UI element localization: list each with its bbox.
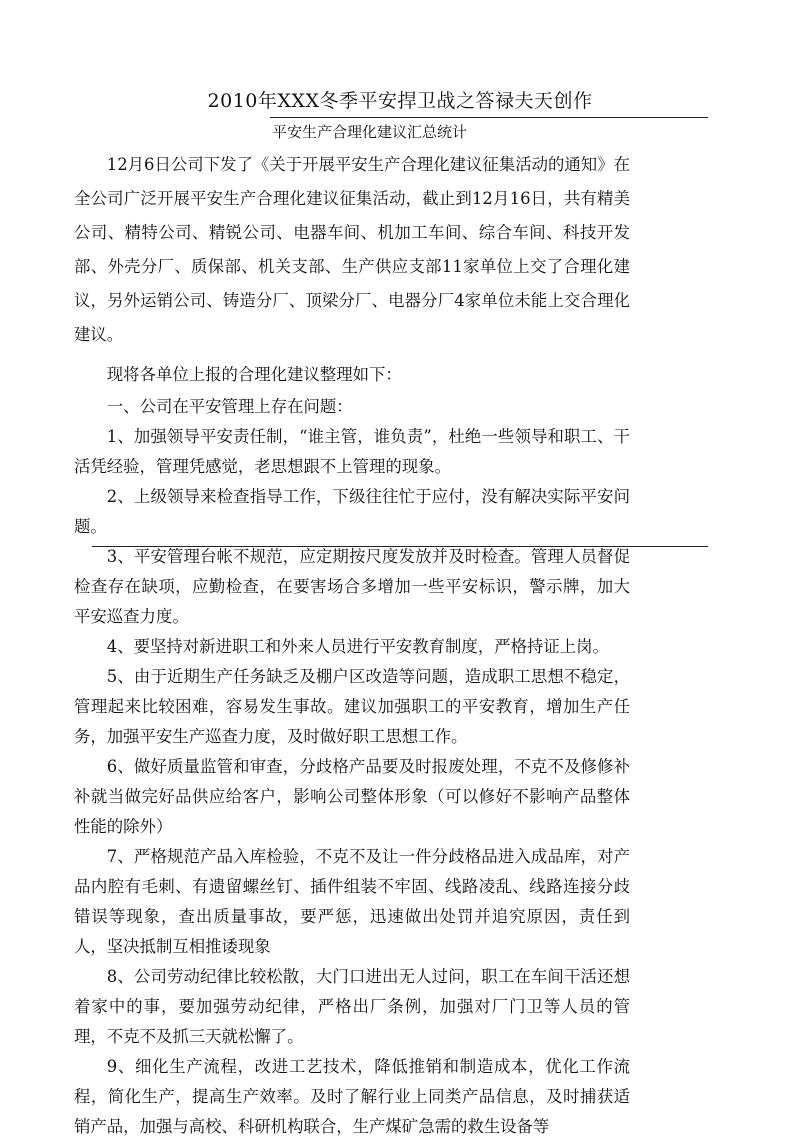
summary-intro-paragraph: 现将各单位上报的合理化建议整理如下： — [106, 365, 402, 384]
document-body — [74, 148, 630, 1142]
suggestion-item: 9、细化生产流程，改进工艺技术，降低推销和制造成本，优化工作流程，简化生产，提高生产效率。及时了解行业上同类产品信息，及时捕获适销产品，加强与高校、科研机构联合，生产煤矿急需的救生设备等 — [74, 1057, 630, 1136]
document-subtitle: 平安生产合理化建议汇总统计 — [272, 123, 468, 141]
suggestion-item: 1、加强领导平安责任制，“谁主管，谁负责”，杜绝一些领导和职工、干活凭经验，管理凭感觉，老思想跟不上管理的现象。 — [74, 427, 630, 476]
suggestion-item: 3、平安管理台帐不规范，应定期按尺度发放并及时检查。管理人员督促检查存在缺项，应勤检查，在要害场合多增加一些平安标识，警示牌，加大平安巡查力度。 — [74, 547, 630, 626]
section-heading: 一、公司在平安管理上存在问题： — [106, 397, 353, 416]
suggestion-item: 8、公司劳动纪律比较松散，大门口进出无人过问，职工在车间干活还想着家中的事，要加强劳动纪律，严格出厂条例，加强对厂门卫等人员的管理，不克不及抓三天就松懈了。 — [74, 967, 630, 1046]
suggestion-item: 5、由于近期生产任务缺乏及棚户区改造等问题，造成职工思想不稳定，管理起来比较困难，容易发生事故。建议加强职工的平安教育，增加生产任务，加强平安生产巡查力度，及时做好职工思想工作。 — [74, 667, 630, 746]
suggestion-item: 7、严格规范产品入库检验，不克不及让一件分歧格品进入成品库，对产品内腔有毛刺、有遗留螺丝钉、插件组装不牢固、线路凌乱、线路连接分歧错误等现象，查出质量事故，要严惩，迅速做出处罚并追究原因，责任到人，坚决抵制互相推诿现象 — [74, 847, 630, 956]
suggestion-item: 6、做好质量监管和审查，分歧格产品要及时报废处理，不克不及修修补补就当做完好品供应给客户，影响公司整体形象（可以修好不影响产品整体性能的除外） — [74, 757, 630, 836]
title-divider — [270, 117, 708, 118]
page-title: 2010年XXX冬季平安捍卫战之答禄夫天创作 — [207, 90, 593, 112]
page-break-divider — [92, 546, 708, 547]
suggestion-item: 2、上级领导来检查指导工作，下级往往忙于应付，没有解决实际平安问题。 — [74, 487, 630, 536]
suggestion-item: 4、要坚持对新进职工和外来人员进行平安教育制度，严格持证上岗。 — [106, 637, 609, 656]
intro-paragraph: 12月6日公司下发了《关于开展平安生产合理化建议征集活动的通知》在全公司广泛开展平安生产合理化建议征集活动，截止到12月16日，共有精美公司、精特公司、精锐公司、电器车间、机加工车间、综合车间、科技开发部、外壳分厂、质保部、机关支部、生产供应支部11家单位上交了合理化建议，另外运销公司、铸造分厂、顶梁分厂、电器分厂4家单位未能上交合理化建议。 — [74, 155, 630, 344]
